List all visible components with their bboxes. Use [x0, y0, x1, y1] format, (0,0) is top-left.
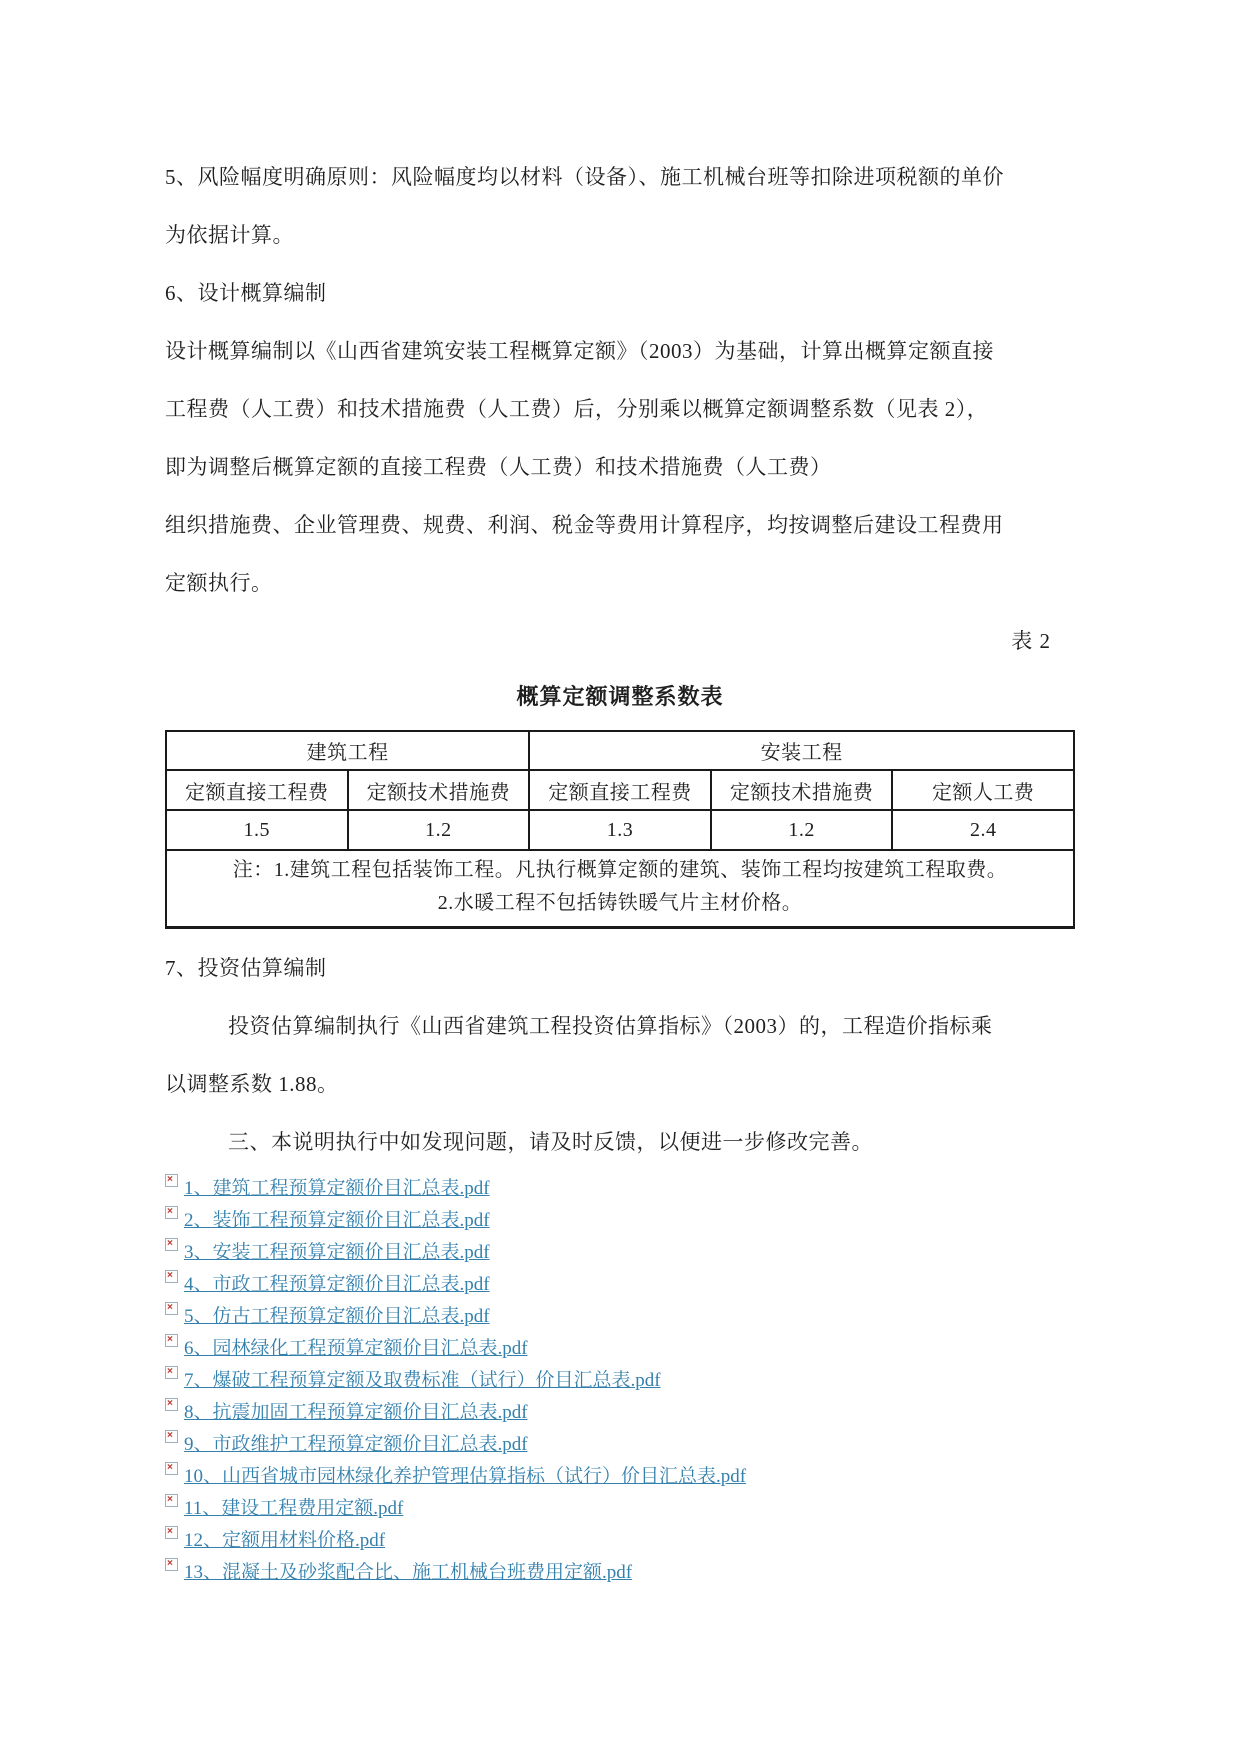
red-x-glyph: ×: [167, 1462, 173, 1473]
broken-image-icon: [165, 1526, 178, 1539]
table-value-row: [166, 810, 1074, 850]
broken-image-icon: [165, 1238, 178, 1251]
attachment-link[interactable]: 12、定额用材料价格.pdf: [184, 1530, 386, 1551]
attachment-item: [165, 1493, 1075, 1525]
attachment-link[interactable]: 13、混凝土及砂浆配合比、施工机械台班费用定额.pdf: [184, 1562, 633, 1583]
broken-image-icon: [165, 1494, 178, 1507]
attachment-link[interactable]: 2、装饰工程预算定额价目汇总表.pdf: [184, 1210, 490, 1231]
attachment-link[interactable]: 10、山西省城市园林绿化养护管理估算指标（试行）价目汇总表.pdf: [184, 1466, 747, 1487]
note-line: 2.水暖工程不包括铸铁暖气片主材价格。: [437, 892, 803, 914]
attachment-item: [165, 1269, 1075, 1301]
table-note-row: [166, 850, 1074, 928]
attachment-item: [165, 1205, 1075, 1237]
attachment-link[interactable]: 5、仿古工程预算定额价目汇总表.pdf: [184, 1306, 490, 1327]
attachment-item: [165, 1429, 1075, 1461]
attachment-item: [165, 1365, 1075, 1397]
attachment-item: [165, 1333, 1075, 1365]
value-cell: 1.3: [529, 810, 711, 850]
broken-image-icon: [165, 1206, 178, 1219]
attachment-link[interactable]: 8、抗震加固工程预算定额价目汇总表.pdf: [184, 1402, 528, 1423]
attachment-item: [165, 1237, 1075, 1269]
red-x-glyph: ×: [167, 1302, 173, 1313]
paragraph-line: 投资估算编制执行《山西省建筑工程投资估算指标》（2003）的，工程造价指标乘: [228, 1014, 993, 1038]
red-x-glyph: ×: [167, 1526, 173, 1537]
broken-image-icon: [165, 1558, 178, 1571]
broken-image-icon: [165, 1398, 178, 1411]
attachment-item: [165, 1301, 1075, 1333]
paragraph-line: 即为调整后概算定额的直接工程费（人工费）和技术措施费（人工费）: [165, 455, 832, 479]
red-x-glyph: ×: [167, 1366, 173, 1377]
red-x-glyph: ×: [167, 1270, 173, 1281]
broken-image-icon: [165, 1462, 178, 1475]
group-header-cell: 建筑工程: [166, 731, 529, 770]
red-x-glyph: ×: [167, 1398, 173, 1409]
attachment-link[interactable]: 3、安装工程预算定额价目汇总表.pdf: [184, 1242, 490, 1263]
paragraph-line: 定额执行。: [165, 571, 273, 595]
note-line: 注：1.建筑工程包括装饰工程。凡执行概算定额的建筑、装饰工程均按建筑工程取费。: [232, 859, 1008, 881]
red-x-glyph: ×: [167, 1334, 173, 1345]
attachment-link[interactable]: 4、市政工程预算定额价目汇总表.pdf: [184, 1274, 490, 1295]
section7-heading: 7、投资估算编制: [165, 956, 327, 980]
table-column-header-row: [166, 770, 1074, 810]
paragraph-line: 组织措施费、企业管理费、规费、利润、税金等费用计算程序，均按调整后建设工程费用: [165, 513, 1004, 537]
closing-line: 三、本说明执行中如发现问题，请及时反馈，以便进一步修改完善。: [228, 1130, 873, 1154]
broken-image-icon: [165, 1174, 178, 1187]
paragraph-line: 设计概算编制以《山西省建筑安装工程概算定额》（2003）为基础，计算出概算定额直接: [165, 339, 994, 363]
broken-image-icon: [165, 1334, 178, 1347]
table-group-header-row: [166, 731, 1074, 770]
value-cell: 1.5: [166, 810, 348, 850]
broken-image-icon: [165, 1366, 178, 1379]
paragraph-line: 为依据计算。: [165, 223, 294, 247]
column-header-cell: 定额技术措施费: [711, 770, 893, 810]
red-x-glyph: ×: [167, 1430, 173, 1441]
attachment-link[interactable]: 6、园林绿化工程预算定额价目汇总表.pdf: [184, 1338, 528, 1359]
paragraph-line: 工程费（人工费）和技术措施费（人工费）后，分别乘以概算定额调整系数（见表 2），: [165, 397, 989, 421]
attachment-item: [165, 1173, 1075, 1205]
red-x-glyph: ×: [167, 1558, 173, 1569]
attachment-list: [165, 1173, 1075, 1589]
note-cell: [166, 850, 1074, 928]
attachment-link[interactable]: 9、市政维护工程预算定额价目汇总表.pdf: [184, 1434, 528, 1455]
red-x-glyph: ×: [167, 1238, 173, 1249]
broken-image-icon: [165, 1302, 178, 1315]
broken-image-icon: [165, 1270, 178, 1283]
group-header-cell: 安装工程: [529, 731, 1074, 770]
value-cell: 1.2: [711, 810, 893, 850]
value-cell: 2.4: [892, 810, 1074, 850]
section6-heading: 6、设计概算编制: [165, 281, 327, 305]
attachment-item: [165, 1461, 1075, 1493]
red-x-glyph: ×: [167, 1494, 173, 1505]
attachment-link[interactable]: 11、建设工程费用定额.pdf: [184, 1498, 404, 1519]
adjustment-coefficient-table: [165, 730, 1075, 929]
table-title: 概算定额调整系数表: [516, 684, 724, 709]
red-x-glyph: ×: [167, 1174, 173, 1185]
column-header-cell: 定额技术措施费: [348, 770, 530, 810]
paragraph-line: 以调整系数 1.88。: [165, 1072, 339, 1096]
attachment-item: [165, 1525, 1075, 1557]
paragraph-line: 5、风险幅度明确原则：风险幅度均以材料（设备）、施工机械台班等扣除进项税额的单价: [165, 165, 1004, 189]
column-header-cell: 定额人工费: [892, 770, 1074, 810]
attachment-item: [165, 1397, 1075, 1429]
attachment-item: [165, 1557, 1075, 1589]
broken-image-icon: [165, 1430, 178, 1443]
value-cell: 1.2: [348, 810, 530, 850]
red-x-glyph: ×: [167, 1206, 173, 1217]
column-header-cell: 定额直接工程费: [166, 770, 348, 810]
column-header-cell: 定额直接工程费: [529, 770, 711, 810]
attachment-link[interactable]: 7、爆破工程预算定额及取费标准（试行）价目汇总表.pdf: [184, 1370, 661, 1391]
attachment-link[interactable]: 1、建筑工程预算定额价目汇总表.pdf: [184, 1178, 490, 1199]
table-caption-label: 表 2: [1011, 629, 1051, 653]
